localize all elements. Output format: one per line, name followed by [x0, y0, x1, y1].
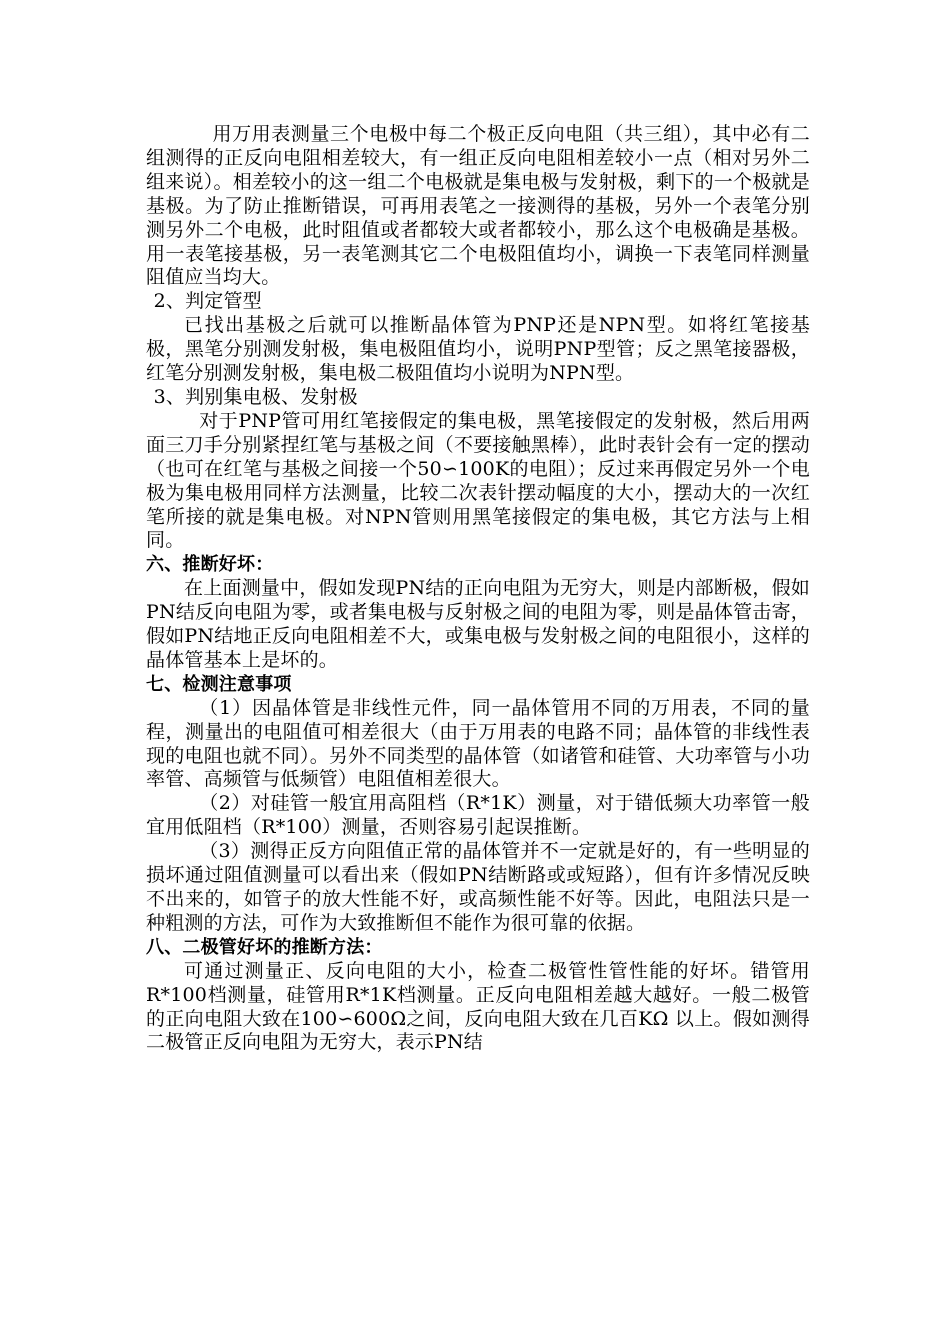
- document-page: [146, 123, 810, 1055]
- paragraph-identify-base: 用万用表测量三个电极中每二个极正反向电阻（共三组），其中必有二组测得的正反向电阻相差较大，有一组正反向电阻相差较小一点（相对另外二组来说）。相差较小的这一组二个电极就是集电极与发射极，剩下的一个极就是基极。为了防止推断错误，可再用表笔之一接测得的基极，另外一个表笔分别测另外二个电极，此时阻值或者都较大或者都较小，那么这个电极确是基极。用一表笔接基极，另一表笔测其它二个电极阻值均小，调换一下表笔同样测量阻值应当均大。: [146, 123, 810, 289]
- heading-judge-quality: 六、推断好坏：: [146, 554, 274, 576]
- paragraph-precaution-1: （1）因晶体管是非线性元件，同一晶体管用不同的万用表，不同的量程，测量出的电阻值可相差很大（由于万用表的电路不同；晶体管的非线性表现的电阻也就不同）。另外不同类型的晶体管（如诸管和硅管、大功率管与小功率管、高频管与低频管）电阻值相差很大。: [146, 696, 810, 791]
- paragraph-tube-type: 已找出基极之后就可以推断晶体管为PNP还是NPN型。如将红笔接基极，黑笔分别测发射极，集电极阻值均小，说明PNP型管；反之黑笔接器极，红笔分别测发射极，集电极二极阻值均小说明为NPN型。: [146, 314, 810, 385]
- subheading-collector-emitter: 3、判别集电极、发射极: [153, 385, 358, 408]
- subheading-tube-type: 2、判定管型: [153, 290, 262, 313]
- heading-precautions: 七、检测注意事项: [146, 673, 292, 695]
- heading-diode-test: 八、二极管好坏的推断方法：: [146, 936, 383, 958]
- paragraph-collector-emitter: 对于PNP管可用红笔接假定的集电极，黑笔接假定的发射极，然后用两面三刀手分别紧捏红笔与基极之间（不要接触黑棒），此时表针会有一定的摆动（也可在红笔与基极之间接一个50∽100K的电阻）；反过来再假定另外一个电极为集电极用同样方法测量，比较二次表针摆动幅度的大小，摆动大的一次红笔所接的就是集电极。对NPN管则用黑笔接假定的集电极，其它方法与上相同。: [146, 409, 810, 552]
- paragraph-judge-quality: 在上面测量中，假如发现PN结的正向电阻为无穷大，则是内部断极，假如PN结反向电阻为零，或者集电极与反射极之间的电阻为零，则是晶体管击寄，假如PN结地正反向电阻相差不大，或集电极与发射极之间的电阻很小，这样的晶体管基本上是坏的。: [146, 577, 810, 671]
- paragraph-precaution-2: （2）对硅管一般宜用高阻档（R*1K）测量，对于错低频大功率管一般宜用低阻档（R*100）测量，否则容易引起误推断。: [146, 792, 810, 839]
- paragraph-precaution-3: （3）测得正反方向阻值正常的晶体管并不一定就是好的，有一些明显的损坏通过阻值测量可以看出来（假如PN结断路或或短路），但有许多情况反映不出来的，如管子的放大性能不好，或高频性能不好等。因此，电阻法只是一种粗测的方法，可作为大致推断但不能作为很可靠的依据。: [146, 840, 810, 934]
- paragraph-diode-test: 可通过测量正、反向电阻的大小，检查二极管性管性能的好坏。错管用R*100档测量，硅管用R*1K档测量。正反向电阻相差越大越好。一般二极管的正向电阻大致在100∽600Ω之间，反向电阻大致在几百KΩ 以上。假如测得二极管正反向电阻为无穷大，表示PN结: [146, 959, 810, 1054]
